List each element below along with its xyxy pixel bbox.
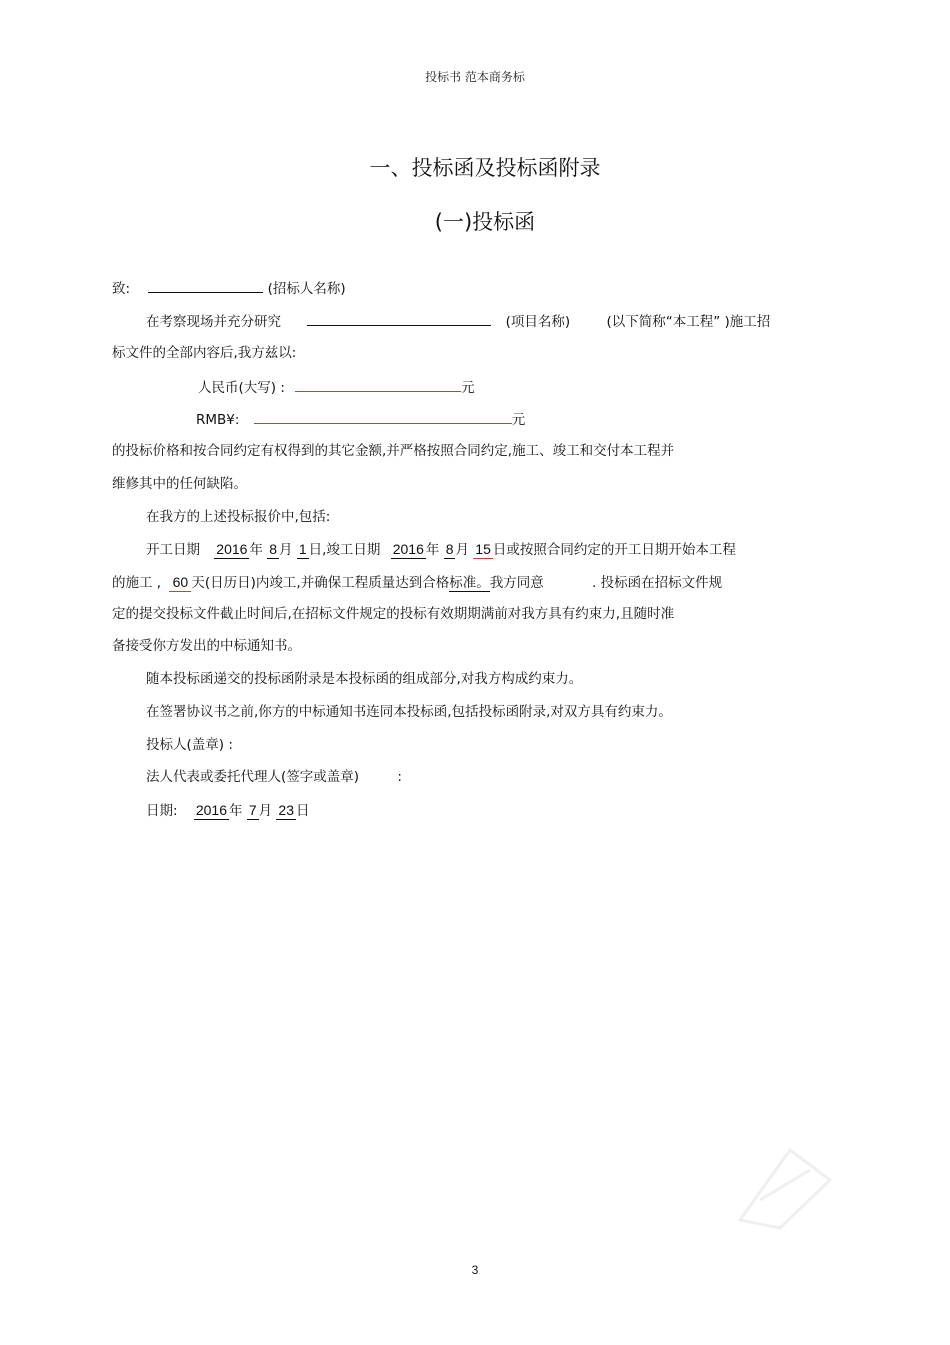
duration-days[interactable]: 60 bbox=[169, 573, 191, 592]
para2-line1: 的投标价格和按合同约定有权得到的其它金额,并严格按照合同约定,施工、竣工和交付本工程并 bbox=[112, 443, 675, 459]
addressee-suffix: (招标人名称) bbox=[267, 281, 346, 297]
document-subtitle: (一)投标函 bbox=[434, 210, 536, 234]
abbrev-text: (以下简称“本工程” )施工招 bbox=[606, 314, 771, 330]
start-label: 开工日期 bbox=[146, 542, 200, 558]
date-day[interactable]: 23 bbox=[278, 802, 294, 818]
page-header: 投标书 范本商务标 bbox=[425, 70, 525, 84]
rmb-words-blank[interactable] bbox=[295, 377, 461, 392]
representative-colon: : bbox=[397, 769, 402, 785]
rmb-words-unit: 元 bbox=[461, 380, 475, 396]
para1-line2: 标文件的全部内容后,我方兹以: bbox=[112, 345, 297, 361]
date-label: 日期: bbox=[146, 803, 178, 819]
project-name-blank[interactable] bbox=[307, 311, 491, 326]
schedule-line2-mid: 天(日历日)内竣工,并确保工程质量达到合格 bbox=[191, 575, 450, 591]
schedule-line2-tail: . 投标函在招标文件规 bbox=[592, 575, 723, 591]
project-name-label: (项目名称) bbox=[505, 314, 571, 330]
start-month-word: 月 bbox=[279, 542, 293, 558]
para4: 随本投标函递交的投标函附录是本投标函的组成部分,对我方构成约束力。 bbox=[146, 671, 583, 687]
schedule-tail: 日或按照合同约定的开工日期开始本工程 bbox=[492, 542, 736, 558]
schedule-line3: 定的提交投标文件截止时间后,在招标文件规定的投标有效期期满前对我方具有约束力,且随时准 bbox=[112, 606, 675, 622]
page-number: 3 bbox=[471, 1263, 479, 1277]
rmb-words-label: 人民币(大写) : bbox=[198, 380, 285, 396]
start-day[interactable]: 1 bbox=[298, 541, 307, 557]
para1-prefix: 在考察现场并充分研究 bbox=[146, 314, 281, 330]
representative-line bbox=[146, 768, 402, 786]
document-title: 一、投标函及投标函附录 bbox=[369, 156, 601, 180]
agree-text: 我方同意 bbox=[489, 575, 544, 591]
date-month-word: 月 bbox=[258, 803, 273, 819]
schedule-line2-prefix: 的施工 , bbox=[112, 575, 162, 591]
representative-label: 法人代表或委托代理人(签字或盖章) bbox=[146, 769, 360, 785]
end-day[interactable]: 15 bbox=[475, 541, 491, 557]
para3: 在我方的上述投标报价中,包括: bbox=[146, 509, 331, 525]
end-year[interactable]: 2016 bbox=[392, 541, 424, 557]
para1-line1 bbox=[146, 311, 770, 331]
date-year[interactable]: 2016 bbox=[195, 802, 228, 818]
quality-standard: 标准。 bbox=[449, 575, 490, 591]
end-label: 日,竣工日期 bbox=[308, 542, 381, 558]
rmb-words-line bbox=[198, 377, 475, 397]
watermark-graphic bbox=[730, 1140, 840, 1230]
end-year-word: 年 bbox=[425, 542, 440, 558]
addressee-prefix: 致: bbox=[112, 281, 131, 297]
start-year[interactable]: 2016 bbox=[216, 541, 248, 557]
end-month-word: 月 bbox=[455, 542, 469, 558]
end-month[interactable]: 8 bbox=[445, 541, 454, 557]
date-month[interactable]: 7 bbox=[248, 802, 257, 818]
rmb-figure-line bbox=[196, 409, 525, 429]
start-year-word: 年 bbox=[249, 542, 263, 558]
start-month[interactable]: 8 bbox=[269, 541, 278, 557]
schedule-line2 bbox=[112, 573, 722, 592]
rmb-figure-label: RMB¥: bbox=[196, 412, 240, 428]
para2-line2: 维修其中的任何缺陷。 bbox=[112, 476, 247, 492]
bidder-seal-line: 投标人(盖章) : bbox=[146, 737, 233, 753]
schedule-line4: 备接受你方发出的中标通知书。 bbox=[112, 638, 301, 654]
rmb-figure-blank[interactable] bbox=[254, 409, 512, 424]
schedule-line1 bbox=[146, 540, 736, 559]
addressee-line bbox=[112, 278, 346, 298]
date-year-word: 年 bbox=[229, 803, 243, 819]
date-day-word: 日 bbox=[295, 803, 310, 819]
date-line bbox=[146, 801, 309, 820]
para5: 在签署协议书之前,你方的中标通知书连同本投标函,包括投标函附录,对双方具有约束力。 bbox=[146, 704, 672, 720]
addressee-blank[interactable] bbox=[148, 278, 263, 293]
rmb-figure-unit: 元 bbox=[511, 412, 526, 428]
